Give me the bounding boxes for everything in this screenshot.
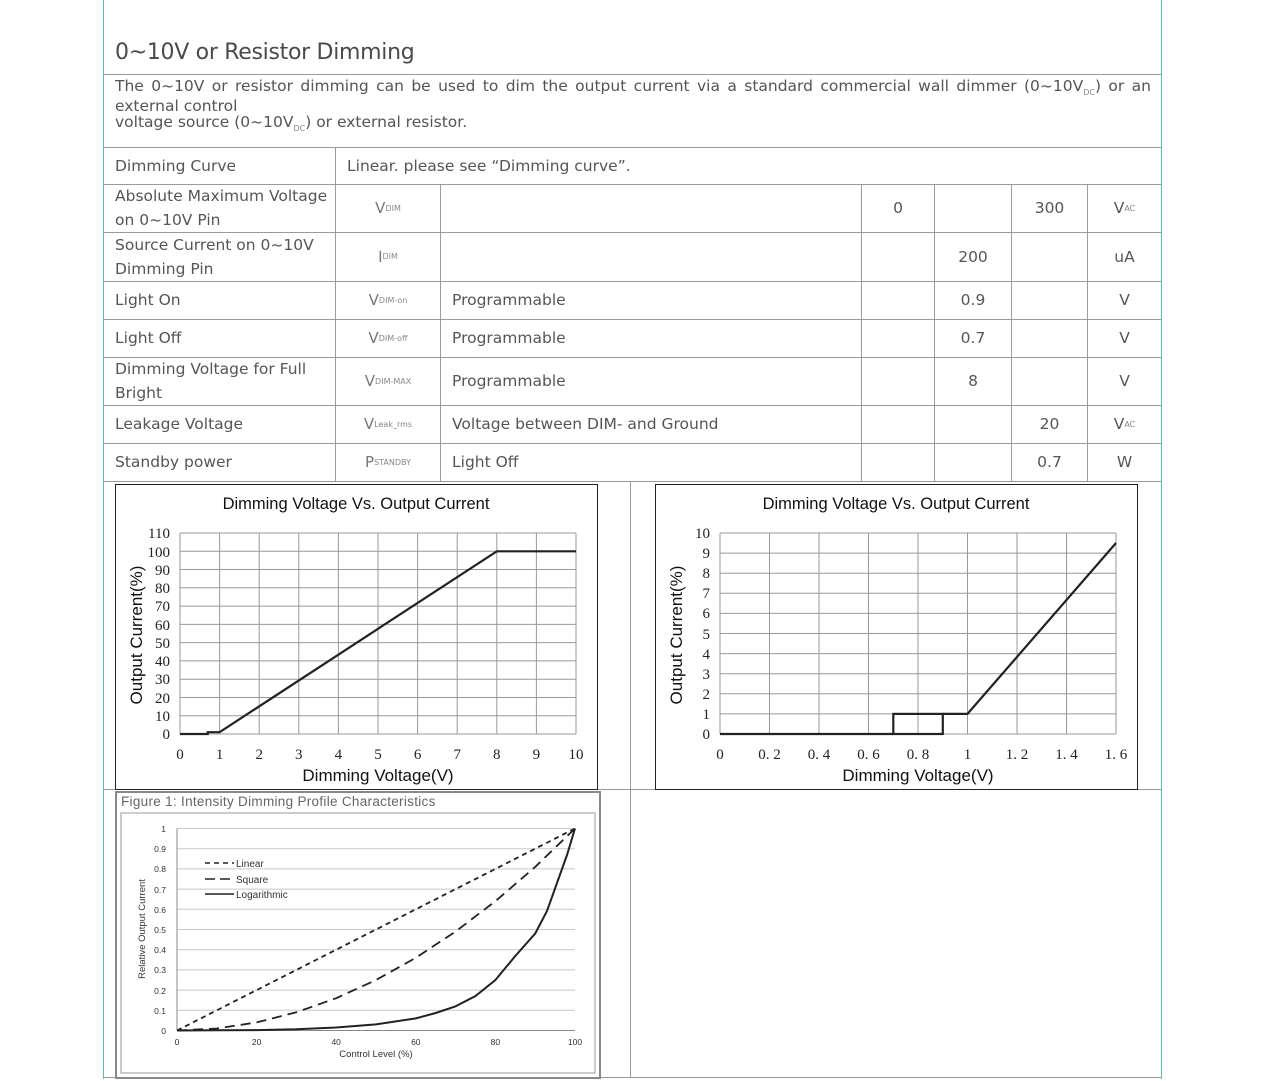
param-condition: Programmable <box>452 291 566 309</box>
svg-text:0: 0 <box>176 747 184 763</box>
svg-text:1. 2: 1. 2 <box>1005 747 1029 763</box>
svg-text:Linear: Linear <box>236 859 264 870</box>
y-axis-label: Output Current(%) <box>667 565 686 705</box>
param-typ: 200 <box>958 247 988 266</box>
param-symbol: V DIM <box>375 199 401 217</box>
param-symbol: V Leak_rms <box>363 415 413 433</box>
param-unit: V <box>1119 372 1130 390</box>
param-min <box>862 319 934 357</box>
param-max <box>1012 281 1087 319</box>
svg-text:80: 80 <box>490 1037 501 1047</box>
svg-text:1: 1 <box>215 747 224 763</box>
svg-text:1: 1 <box>963 747 972 763</box>
svg-text:0. 4: 0. 4 <box>807 747 831 763</box>
svg-text:9: 9 <box>532 747 541 763</box>
param-condition <box>452 232 852 281</box>
param-unit: V <box>1119 291 1130 309</box>
param-max <box>1012 319 1087 357</box>
param-max <box>1012 357 1087 405</box>
svg-text:100: 100 <box>147 545 170 561</box>
param-label: Leakage Voltage <box>115 415 244 433</box>
param-symbol: V DIM-MAX <box>364 372 412 390</box>
svg-text:0.9: 0.9 <box>154 844 166 854</box>
svg-text:2: 2 <box>702 687 710 703</box>
param-condition: Light Off <box>452 453 519 471</box>
param-typ <box>935 405 1011 443</box>
param-unit: V AC <box>1113 199 1136 217</box>
svg-text:0. 2: 0. 2 <box>758 747 781 763</box>
param-label: Standby power <box>115 453 232 471</box>
description-line-1: The 0~10V or resistor dimming can be used to dim the output current via a standard commercial wall dimmer $(0\sim 10V_{DC})$ or an external control <box>115 77 1151 116</box>
param-max: 300 <box>1034 199 1065 217</box>
figure-intensity-dimming-profile <box>115 791 601 1079</box>
param-min <box>862 281 934 319</box>
svg-text:6: 6 <box>702 606 710 622</box>
param-max: 0.7 <box>1037 453 1062 471</box>
chart-title: Dimming Voltage Vs. Output Current <box>222 495 490 513</box>
table-border <box>630 481 631 1077</box>
svg-text:1. 4: 1. 4 <box>1055 747 1078 763</box>
svg-text:40: 40 <box>155 654 170 670</box>
svg-text:10: 10 <box>568 747 584 763</box>
param-max <box>1012 232 1087 281</box>
dimming-curve-value: Linear. please see “Dimming curve”. <box>347 156 631 175</box>
y-axis-label: Output Current(%) <box>127 565 146 705</box>
svg-text:3: 3 <box>295 747 303 763</box>
param-unit: W <box>1116 453 1133 471</box>
figure-caption: Figure 1: Intensity Dimming Profile Characteristics <box>121 794 436 809</box>
svg-text:7: 7 <box>453 747 461 763</box>
table-border <box>440 184 441 481</box>
param-condition <box>452 184 852 232</box>
param-unit: V AC <box>1113 415 1136 433</box>
svg-text:0.5: 0.5 <box>154 925 166 935</box>
param-condition: Programmable <box>452 329 566 347</box>
svg-text:0.6: 0.6 <box>154 905 166 915</box>
param-symbol: P STANDBY <box>365 453 411 471</box>
svg-text:0.1: 0.1 <box>154 1006 166 1016</box>
x-axis-label: Dimming Voltage(V) <box>842 766 994 785</box>
svg-text:0: 0 <box>162 727 170 743</box>
svg-text:0: 0 <box>716 747 724 763</box>
svg-text:0. 6: 0. 6 <box>857 747 880 763</box>
svg-text:20: 20 <box>155 691 170 707</box>
param-condition: Voltage between DIM- and Ground <box>452 415 719 433</box>
svg-text:4: 4 <box>702 647 710 663</box>
svg-text:80: 80 <box>155 581 170 597</box>
param-typ <box>935 443 1011 481</box>
svg-text:50: 50 <box>155 636 170 652</box>
param-max: 20 <box>1039 415 1060 433</box>
svg-text:1: 1 <box>161 824 166 834</box>
svg-text:100: 100 <box>567 1037 583 1047</box>
param-min <box>862 232 934 281</box>
svg-text:0.8: 0.8 <box>154 864 166 874</box>
svg-text:8: 8 <box>702 566 710 582</box>
chart-dimming-voltage-0-10 <box>115 484 598 790</box>
svg-text:5: 5 <box>374 747 382 763</box>
param-symbol: I DIM <box>378 247 398 266</box>
svg-text:7: 7 <box>702 586 710 602</box>
param-typ: 0.7 <box>960 329 986 347</box>
svg-text:30: 30 <box>155 672 170 688</box>
svg-text:20: 20 <box>251 1037 262 1047</box>
param-typ: 0.9 <box>960 291 986 309</box>
chart-line <box>943 543 1116 714</box>
svg-text:70: 70 <box>155 599 170 615</box>
x-axis-label: Control Level (%) <box>339 1049 413 1060</box>
svg-text:0.2: 0.2 <box>154 986 166 996</box>
svg-text:0. 8: 0. 8 <box>906 747 930 763</box>
param-condition: Programmable <box>452 372 566 390</box>
param-label: Absolute Maximum Voltage on 0~10V Pin <box>115 187 328 229</box>
svg-text:8: 8 <box>493 747 501 763</box>
x-axis-label: Dimming Voltage(V) <box>302 766 454 785</box>
svg-text:5: 5 <box>702 627 710 643</box>
svg-text:10: 10 <box>155 709 170 725</box>
svg-text:0: 0 <box>161 1026 166 1036</box>
svg-text:60: 60 <box>411 1037 421 1047</box>
svg-text:Square: Square <box>236 875 269 886</box>
svg-text:0.4: 0.4 <box>154 945 166 955</box>
param-min <box>862 357 934 405</box>
divider <box>104 74 1161 75</box>
chart-dimming-voltage-0-1-6 <box>655 484 1138 790</box>
param-min: 0 <box>893 199 903 217</box>
param-typ: 8 <box>968 372 978 390</box>
param-label: Light On <box>115 291 181 309</box>
param-label: Light Off <box>115 329 182 347</box>
svg-text:1. 6: 1. 6 <box>1104 747 1128 763</box>
param-min <box>862 405 934 443</box>
svg-text:4: 4 <box>334 747 343 763</box>
param-symbol: V DIM-on <box>368 291 408 309</box>
svg-text:1: 1 <box>702 707 710 723</box>
chart-title: Dimming Voltage Vs. Output Current <box>762 495 1030 513</box>
param-symbol: V DIM-off <box>368 329 408 347</box>
svg-text:9: 9 <box>702 546 710 562</box>
svg-text:0.7: 0.7 <box>154 885 166 895</box>
svg-text:0: 0 <box>702 727 710 743</box>
y-axis-label: Relative Output Current <box>137 879 148 979</box>
svg-text:60: 60 <box>155 618 170 634</box>
param-unit: uA <box>1114 247 1135 266</box>
param-label: Dimming Voltage for Full Bright <box>115 360 307 402</box>
section-title: 0~10V or Resistor Dimming <box>115 40 415 65</box>
svg-text:Logarithmic: Logarithmic <box>236 890 288 901</box>
svg-text:2: 2 <box>255 747 263 763</box>
svg-text:6: 6 <box>413 747 422 763</box>
svg-text:3: 3 <box>702 667 710 683</box>
param-min <box>862 443 934 481</box>
param-typ <box>935 184 1011 232</box>
svg-text:90: 90 <box>155 563 170 579</box>
svg-text:10: 10 <box>695 526 710 542</box>
svg-text:40: 40 <box>331 1037 341 1047</box>
description-line-2: voltage source $(0\sim 10V_{DC})$ or external resistor. <box>115 113 468 134</box>
table-border <box>104 481 1161 482</box>
dimming-curve-label: Dimming Curve <box>115 156 237 175</box>
svg-text:110: 110 <box>148 526 170 542</box>
param-unit: V <box>1119 329 1130 347</box>
svg-text:0: 0 <box>174 1037 180 1047</box>
svg-text:0.3: 0.3 <box>154 965 166 975</box>
param-label: Source Current on 0~10V Dimming Pin <box>115 235 314 278</box>
